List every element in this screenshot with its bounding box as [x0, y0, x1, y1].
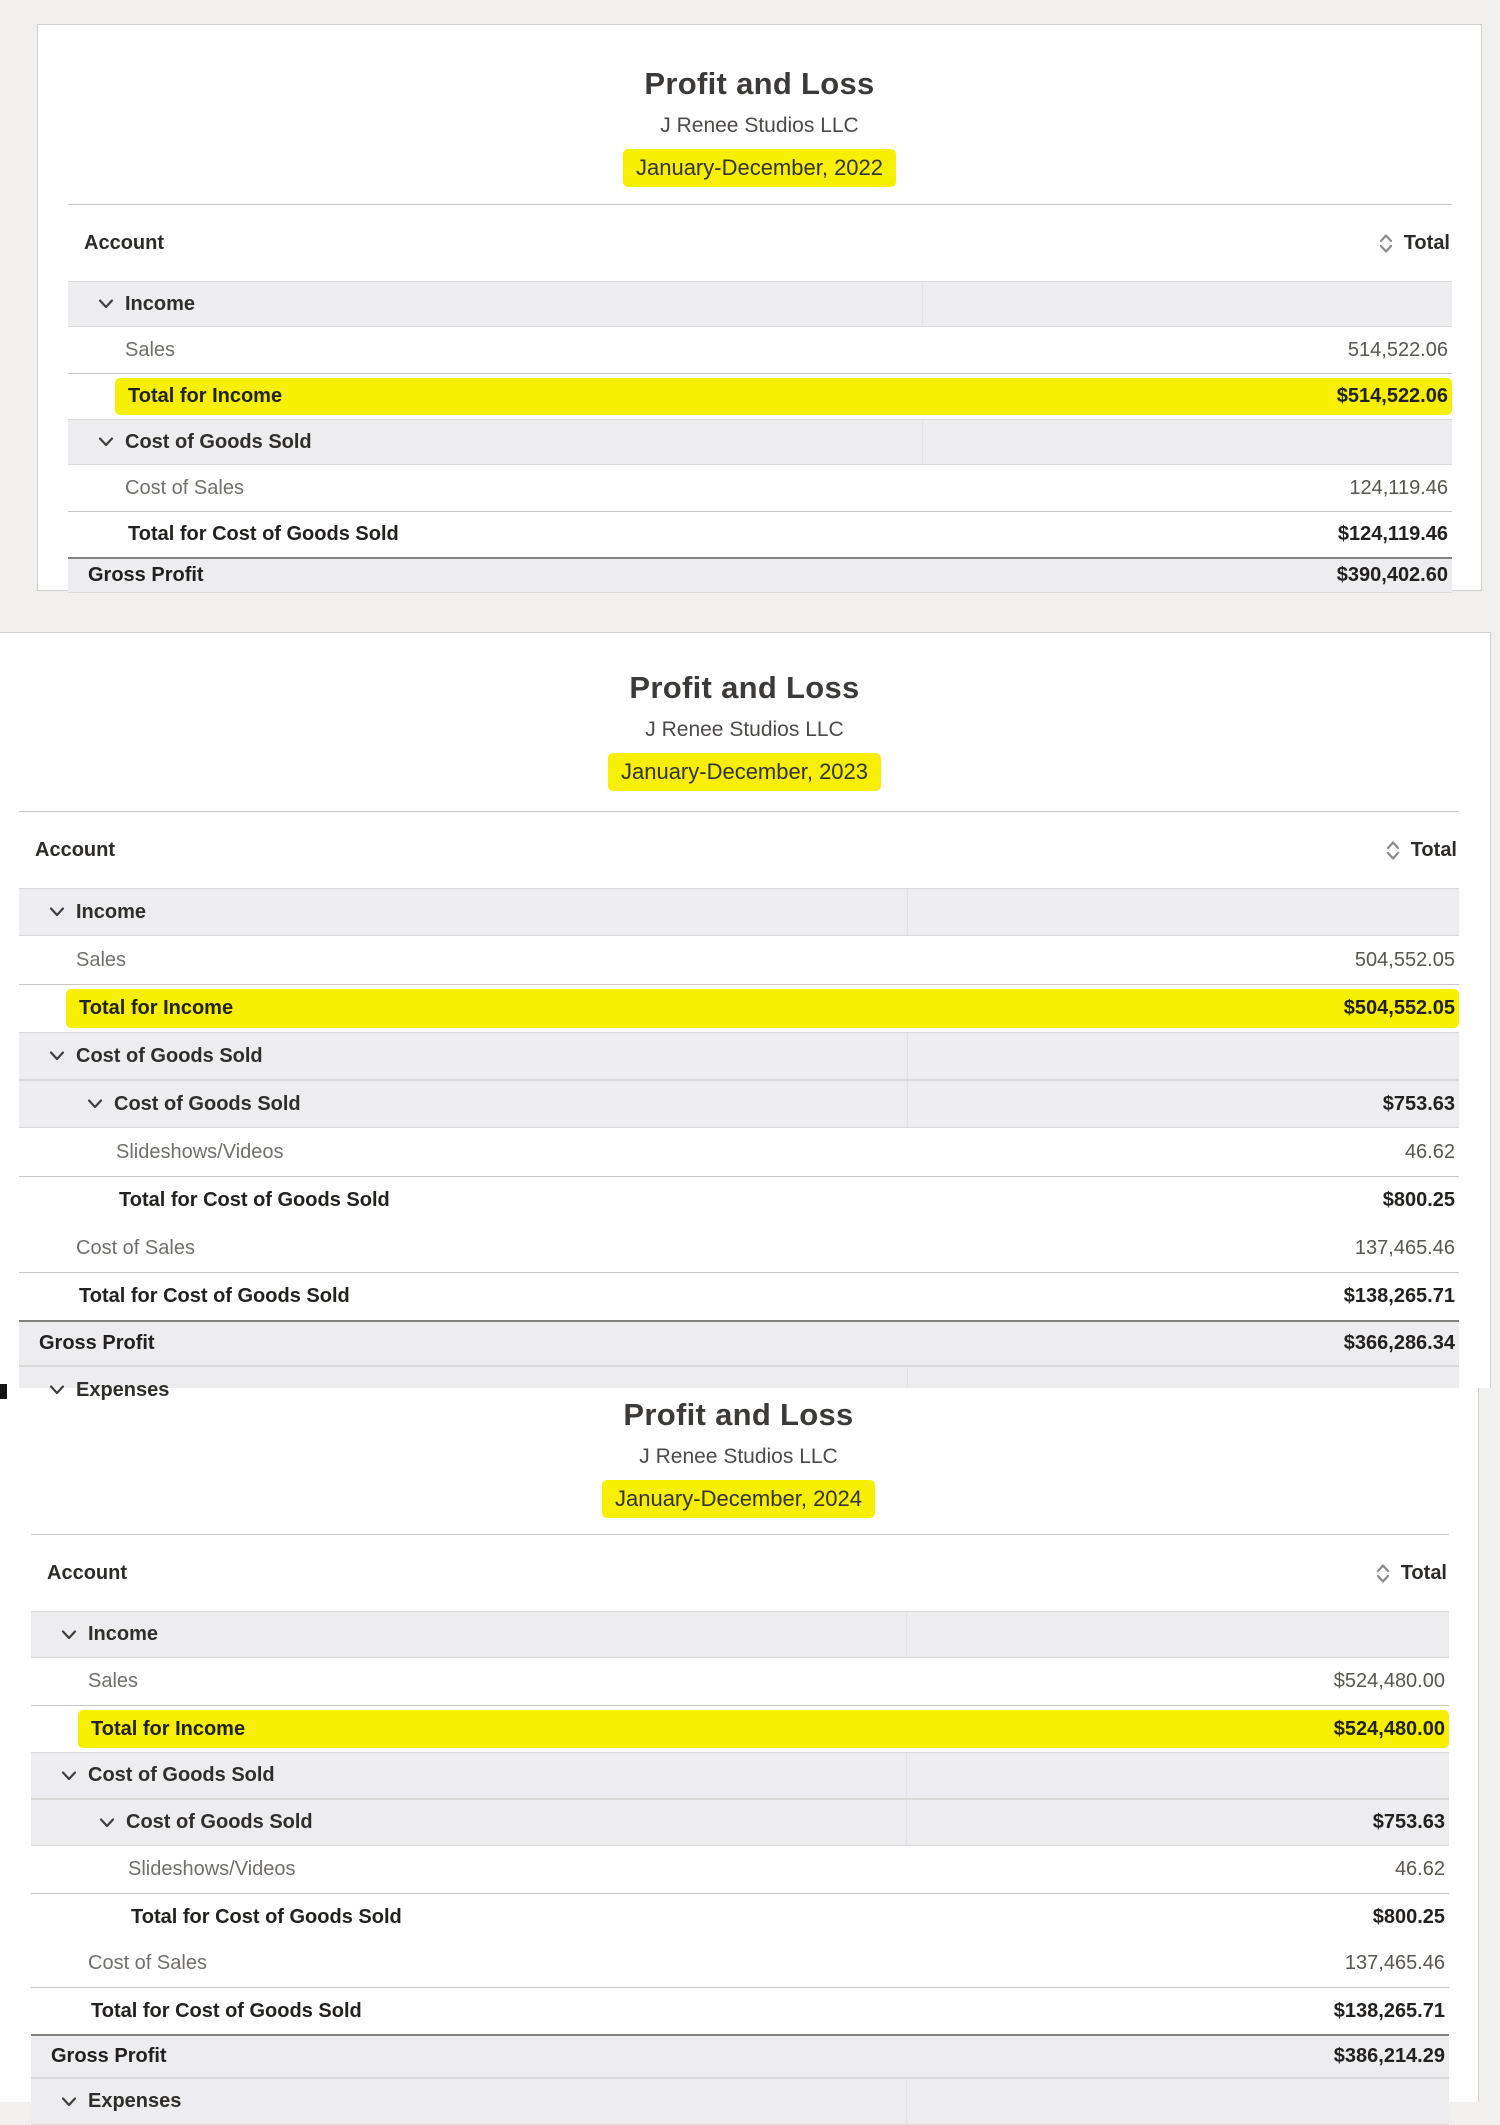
report-title: Profit and Loss	[644, 66, 875, 101]
row-label-wrap	[19, 1093, 301, 1116]
row-label: Total for Cost of Goods Sold	[119, 1189, 390, 1211]
row-label: Cost of Goods Sold	[114, 1092, 301, 1115]
report-rows	[31, 1611, 1449, 2125]
chevron-down-icon	[98, 437, 114, 447]
row-label-wrap	[19, 1332, 155, 1355]
row-gross-profit	[68, 557, 1452, 593]
row-value: $524,480.00	[1333, 1717, 1445, 1740]
row-label-wrap	[68, 293, 195, 316]
row-label-wrap	[19, 997, 233, 1020]
row-label: Sales	[76, 948, 127, 971]
row-label: Slideshows/Videos	[116, 1140, 284, 1163]
row-cost-of-sales	[31, 1940, 1449, 1987]
row-label: Total for Cost of Goods Sold	[79, 1285, 350, 1307]
row-label: Total for Cost of Goods Sold	[91, 1999, 362, 2022]
column-header-row	[31, 1535, 1449, 1611]
row-cost-of-goods-sold[interactable]	[19, 1032, 1459, 1080]
row-cost-of-goods-sold[interactable]	[31, 1799, 1449, 1846]
highlight-band	[115, 378, 1452, 415]
row-label: Sales	[88, 1670, 139, 1692]
chevron-down-icon	[87, 1099, 103, 1109]
row-label: Cost of Goods Sold	[88, 1764, 275, 1786]
row-label-wrap	[19, 901, 146, 924]
row-cost-of-goods-sold[interactable]	[31, 1752, 1449, 1799]
highlight-band	[66, 989, 1459, 1028]
row-label: Cost of Sales	[88, 1952, 207, 1974]
report-period-highlight: January-December, 2023	[608, 753, 881, 791]
column-header-row	[19, 812, 1459, 888]
report-body	[31, 1534, 1449, 2125]
row-value: $753.63	[1372, 1811, 1445, 1833]
column-header-row	[68, 205, 1452, 281]
report-title: Profit and Loss	[629, 670, 860, 705]
report-period-row	[38, 149, 1481, 187]
report-rows	[19, 888, 1459, 1414]
chevron-down-icon	[49, 1051, 65, 1061]
report-title: Profit and Loss	[623, 1397, 854, 1432]
row-income[interactable]	[19, 888, 1459, 936]
row-value: $504,552.05	[1343, 997, 1455, 1019]
row-label-wrap	[68, 385, 282, 408]
scan-artifact-mark	[0, 1384, 7, 1399]
row-label: Cost of Goods Sold	[126, 1811, 313, 1833]
row-cost-of-sales	[68, 465, 1452, 511]
report-body	[68, 204, 1452, 593]
row-label-wrap	[31, 1952, 207, 1975]
row-label: Total for Income	[128, 385, 283, 407]
row-value: $800.25	[1372, 1905, 1445, 1928]
row-label: Total for Cost of Goods Sold	[128, 523, 399, 545]
row-value: 514,522.06	[1347, 338, 1448, 361]
row-label: Income	[76, 900, 147, 923]
row-cost-of-goods-sold[interactable]	[68, 419, 1452, 465]
row-total-for-cost-of-goods-sold	[68, 511, 1452, 557]
row-value: 504,552.05	[1354, 948, 1455, 971]
sort-icon	[1378, 232, 1394, 255]
row-income[interactable]	[31, 1611, 1449, 1658]
report-body	[19, 811, 1459, 1414]
chevron-down-icon	[61, 2097, 77, 2107]
row-label-wrap	[31, 1858, 296, 1881]
row-label-wrap	[68, 477, 244, 500]
row-value: 46.62	[1404, 1140, 1455, 1163]
row-value: 137,465.46	[1354, 1236, 1455, 1259]
chevron-down-icon	[61, 1771, 77, 1781]
total-column-sort-control[interactable]	[1385, 839, 1457, 862]
row-value: 46.62	[1394, 1858, 1445, 1880]
row-expenses[interactable]	[31, 2078, 1449, 2125]
row-label: Cost of Goods Sold	[76, 1044, 263, 1067]
row-label-wrap	[19, 1189, 390, 1212]
row-label-wrap	[31, 2045, 167, 2068]
row-value: 124,119.46	[1349, 476, 1448, 499]
row-value: $124,119.46	[1337, 523, 1448, 545]
profit-loss-report-2022	[37, 24, 1482, 591]
row-label-wrap	[31, 1623, 158, 1646]
row-value: $386,214.29	[1333, 2045, 1445, 2067]
row-label-wrap	[31, 1811, 313, 1834]
row-label-wrap	[68, 564, 204, 587]
row-label: Total for Income	[91, 1717, 246, 1740]
row-label: Cost of Sales	[125, 476, 244, 499]
row-value: $524,480.00	[1333, 1670, 1445, 1692]
row-label-wrap	[68, 339, 175, 362]
row-value: $390,402.60	[1336, 564, 1448, 586]
row-total-for-income	[19, 984, 1459, 1032]
report-header	[38, 25, 1481, 187]
report-company: J Renee Studios LLC	[645, 718, 844, 741]
profit-loss-report-2023	[0, 632, 1491, 1401]
report-company: J Renee Studios LLC	[639, 1445, 838, 1468]
row-label-wrap	[31, 2090, 181, 2113]
row-label-wrap	[68, 431, 312, 454]
row-label-wrap	[19, 1141, 284, 1164]
row-label-wrap	[19, 949, 126, 972]
sort-icon	[1375, 1562, 1391, 1585]
row-label-wrap	[31, 1906, 402, 1929]
row-label-wrap	[31, 1718, 245, 1741]
row-label: Expenses	[76, 1378, 170, 1401]
row-label: Gross Profit	[39, 1332, 155, 1354]
report-company: J Renee Studios LLC	[660, 114, 859, 137]
row-slideshows-videos	[19, 1128, 1459, 1176]
row-label-wrap	[31, 2000, 362, 2023]
row-label: Total for Income	[79, 997, 234, 1019]
total-column-header: Total	[1403, 231, 1450, 254]
report-period-highlight: January-December, 2024	[602, 1480, 875, 1518]
chevron-down-icon	[98, 299, 114, 309]
row-label-wrap	[31, 1670, 138, 1693]
row-label: Sales	[125, 338, 176, 361]
highlight-band	[78, 1710, 1449, 1748]
row-sales	[31, 1658, 1449, 1705]
row-label: Income	[125, 292, 196, 315]
total-column-sort-control[interactable]	[1378, 232, 1450, 255]
row-value: $138,265.71	[1333, 1999, 1445, 2022]
profit-loss-report-2024	[0, 1388, 1479, 2112]
row-label-wrap	[19, 1237, 195, 1260]
report-period-row	[0, 753, 1490, 791]
row-total-for-income	[31, 1705, 1449, 1752]
report-rows	[68, 281, 1452, 593]
row-label-wrap	[19, 1379, 169, 1402]
row-sales	[68, 327, 1452, 373]
row-value: $753.63	[1382, 1092, 1455, 1115]
chevron-down-icon	[99, 1818, 115, 1828]
row-total-for-cost-of-goods-sold	[19, 1176, 1459, 1224]
row-total-for-cost-of-goods-sold	[31, 1987, 1449, 2034]
row-total-for-cost-of-goods-sold	[19, 1272, 1459, 1320]
row-label: Cost of Sales	[76, 1236, 195, 1259]
report-period-row	[0, 1480, 1478, 1518]
row-label: Gross Profit	[51, 2045, 167, 2067]
chevron-down-icon	[49, 1385, 65, 1395]
row-value: $366,286.34	[1343, 1332, 1455, 1354]
sort-icon	[1385, 839, 1401, 862]
row-value: $800.25	[1382, 1189, 1455, 1211]
row-slideshows-videos	[31, 1846, 1449, 1893]
row-label: Total for Cost of Goods Sold	[131, 1905, 402, 1928]
row-total-for-cost-of-goods-sold	[31, 1893, 1449, 1940]
row-value: $514,522.06	[1336, 385, 1448, 407]
row-value: 137,465.46	[1344, 1952, 1445, 1974]
chevron-down-icon	[49, 907, 65, 917]
row-sales	[19, 936, 1459, 984]
row-gross-profit	[19, 1320, 1459, 1366]
row-cost-of-sales	[19, 1224, 1459, 1272]
row-value: $138,265.71	[1343, 1285, 1455, 1307]
report-period-highlight: January-December, 2022	[623, 149, 896, 187]
row-label: Expenses	[88, 2090, 182, 2112]
chevron-down-icon	[61, 1630, 77, 1640]
row-label: Gross Profit	[88, 564, 204, 586]
row-gross-profit	[31, 2034, 1449, 2078]
row-cost-of-goods-sold[interactable]	[19, 1080, 1459, 1128]
account-column-header: Account	[84, 231, 164, 254]
row-income[interactable]	[68, 281, 1452, 327]
row-label-wrap	[19, 1045, 263, 1068]
total-column-sort-control[interactable]	[1375, 1562, 1447, 1585]
report-header	[0, 1388, 1478, 1518]
account-column-header: Account	[35, 838, 115, 861]
row-label-wrap	[31, 1764, 275, 1787]
row-total-for-income	[68, 373, 1452, 419]
row-label-wrap	[68, 523, 399, 546]
total-column-header: Total	[1400, 1561, 1447, 1584]
account-column-header: Account	[47, 1561, 127, 1584]
report-header	[0, 633, 1490, 791]
row-label: Income	[88, 1623, 159, 1645]
row-label: Cost of Goods Sold	[125, 430, 312, 453]
row-label-wrap	[19, 1285, 350, 1308]
row-label: Slideshows/Videos	[128, 1858, 296, 1880]
total-column-header: Total	[1410, 838, 1457, 861]
